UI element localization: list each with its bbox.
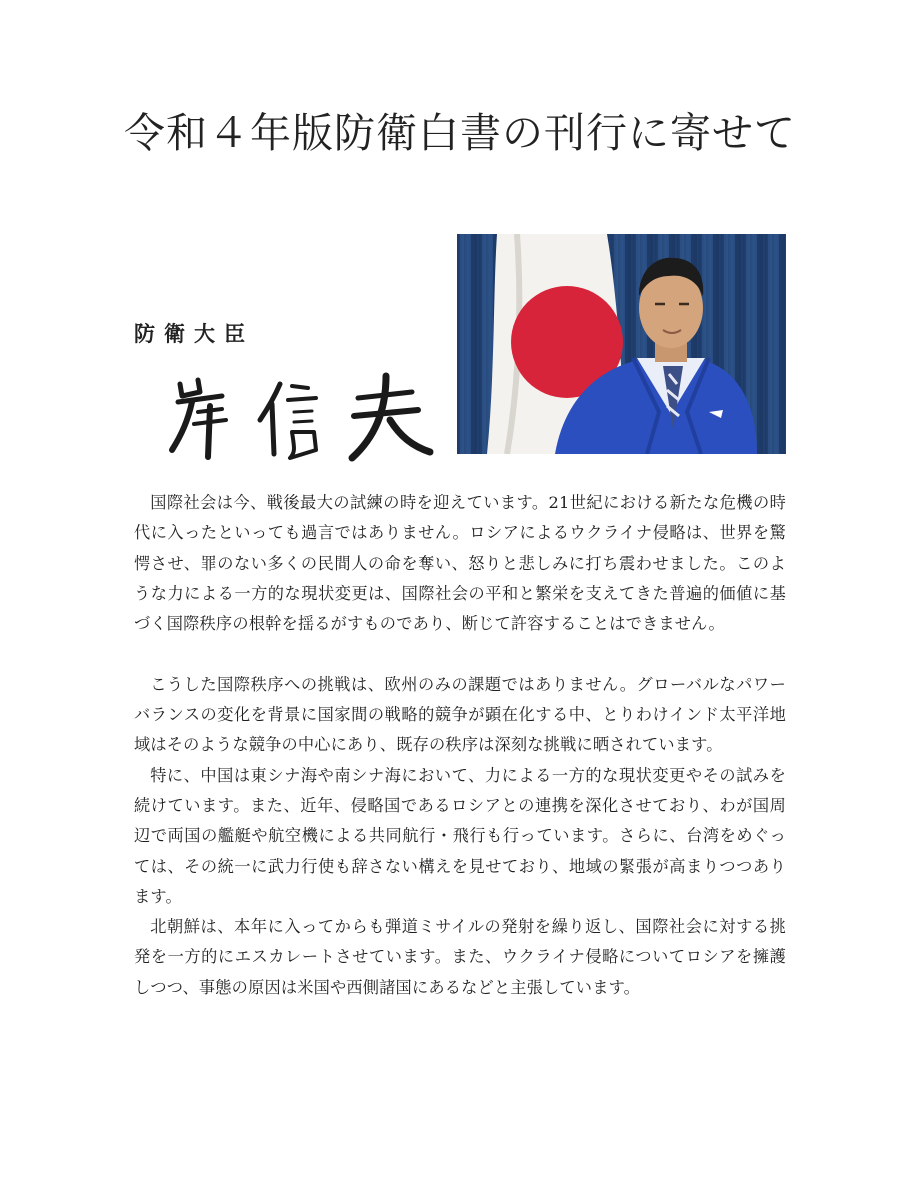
paragraph: 特に、中国は東シナ海や南シナ海において、力による一方的な現状変更やその試みを続けています。また、近年、侵略国であるロシアとの連携を深化させており、わが国周辺で両国の艦艇や航空機による共同航行・飛行も行っています。さらに、台湾をめぐっては、その統一に武力行使も辞さない構えを見せており、地域の緊張が高まりつつあります。: [134, 765, 786, 906]
minister-photo: [457, 234, 786, 454]
page-title: 令和４年版防衛白書の刊行に寄せて: [124, 109, 796, 157]
paragraph: 北朝鮮は、本年に入ってからも弾道ミサイルの発射を繰り返し、国際社会に対する挑発を一方的にエスカレートさせています。また、ウクライナ侵略についてロシアを擁護しつつ、事態の原因は米国や西側諸国にあるなどと主張しています。: [134, 917, 786, 997]
minister-signature: [160, 362, 440, 462]
paragraph: こうした国際秩序への挑戦は、欧州のみの課題ではありません。グローバルなパワーバランスの変化を背景に国家間の戦略的競争が顕在化する中、とりわけインド太平洋地域はそのような競争の中心にあり、既存の秩序は深刻な挑戦に晒されています。: [134, 674, 786, 755]
message-body: [134, 488, 786, 1003]
paragraph: 国際社会は今、戦後最大の試練の時を迎えています。21世紀における新たな危機の時代に入ったといっても過言ではありません。ロシアによるウクライナ侵略は、世界を驚愕させ、罪のない多くの民間人の命を奪い、怒りと悲しみに打ち震わせました。このような力による一方的な現状変更は、国際社会の平和と繁栄を支えてきた普遍的価値に基づく国際秩序の根幹を揺るがすものであり、断じて許容することはできません。: [134, 493, 786, 634]
minister-title-label: 防衛大臣: [134, 322, 254, 346]
